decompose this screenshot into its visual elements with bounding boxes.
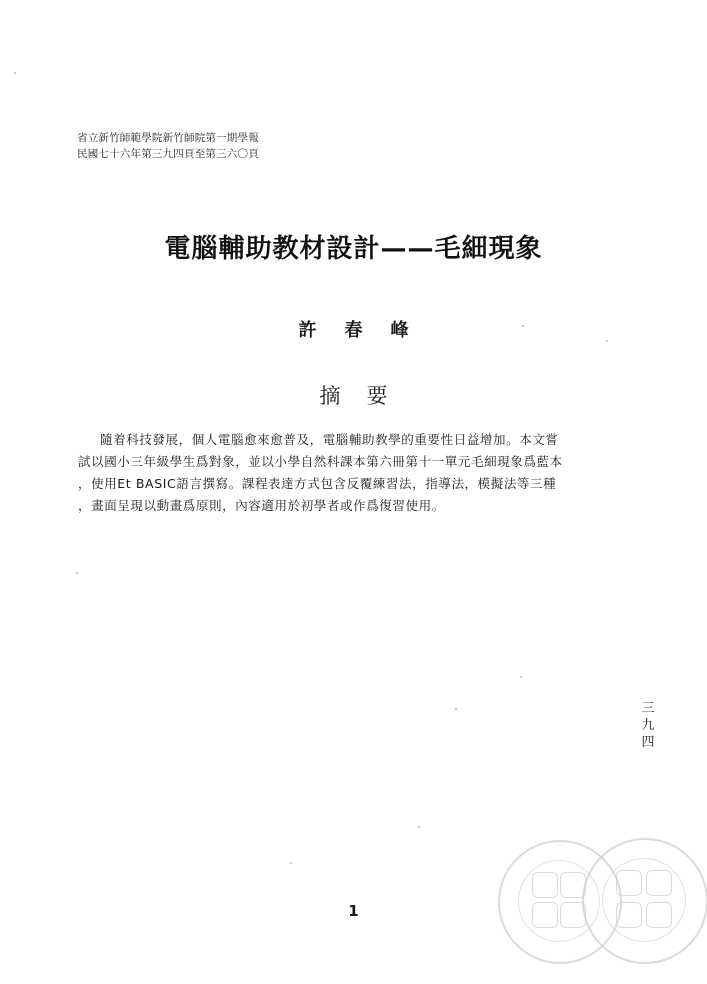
journal-header: 省立新竹師範學院新竹師院第一期學報 xyxy=(77,132,259,144)
scan-speck xyxy=(76,572,78,574)
scan-speck xyxy=(520,676,522,678)
scan-speck xyxy=(14,72,16,74)
scan-speck xyxy=(606,340,608,342)
scan-speck xyxy=(455,708,457,710)
side-page-number: 三九四 xyxy=(641,701,655,750)
abstract-line: ，使用Et BASIC語言撰寫。課程表達方式包含反覆練習法，指導法，模擬法等三種 xyxy=(78,476,557,491)
scan-speck xyxy=(418,826,420,828)
paper-title: 電腦輔助教材設計——毛細現象 xyxy=(164,234,543,264)
abstract-line: ，畫面呈現以動畫爲原則，內容適用於初學者或作爲復習使用。 xyxy=(78,498,445,513)
abstract-heading: 摘要 xyxy=(319,384,414,408)
scan-speck xyxy=(522,325,524,327)
abstract-line: 試以國小三年級學生爲對象，並以小學自然科課本第六冊第十一單元毛細現象爲藍本 xyxy=(78,454,563,469)
abstract-line: 隨着科技發展，個人電腦愈來愈普及，電腦輔助教學的重要性日益增加。本文嘗 xyxy=(100,432,559,447)
citation-header: 民國七十六年第三九四頁至第三六〇頁 xyxy=(77,148,259,160)
scan-speck xyxy=(290,862,292,864)
author-name: 許春峰 xyxy=(298,320,437,341)
page-number: 1 xyxy=(348,902,359,920)
